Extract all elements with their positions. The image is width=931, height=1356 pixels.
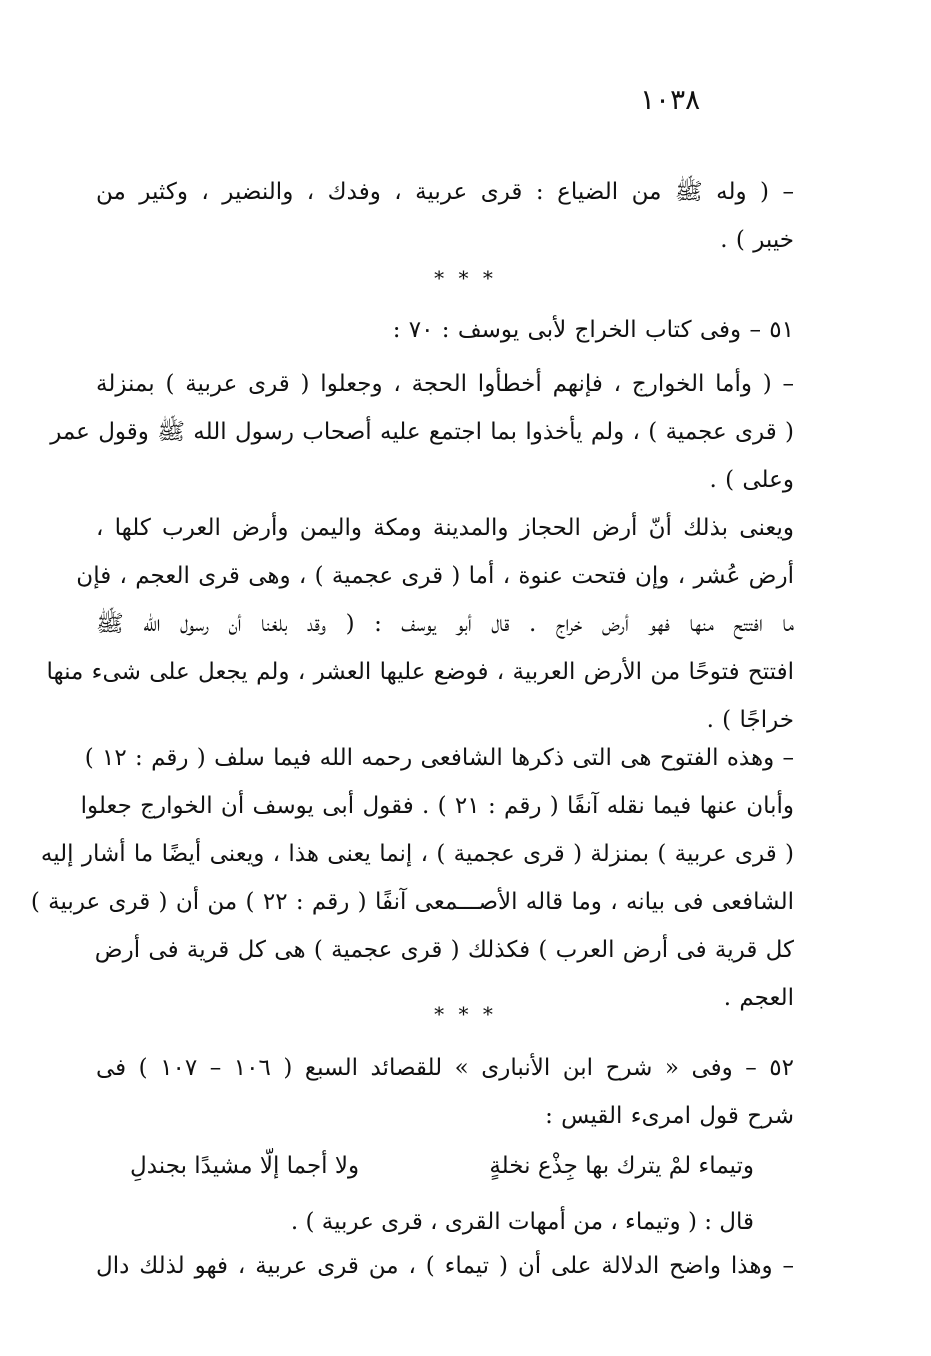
text-line: ما افتتح منها فهو أرض خراج . قال أبو يوسف : ( وقد بلغنا أن رسول الله ﷺ (96, 611, 794, 637)
text-line: شرح قول امرىء القيس : (545, 1103, 794, 1129)
page-number: ١٠٣٨ (640, 83, 701, 116)
section-separator: * * * (434, 1002, 497, 1026)
paragraph-conquests (30, 734, 794, 1022)
text-line: ( قرى عربية ) بمنزلة ( قرى عجمية ) ، إنما يعنى هذا ، ويعنى أيضًا ما أشار إليه (40, 841, 794, 867)
text-line: وعلى ) . (709, 467, 794, 493)
section-heading-52 (96, 1044, 794, 1140)
paragraph-explanation (46, 504, 794, 744)
text-line: وأبان عنها فيما نقله آنفًا ( رقم : ٢١ ) . فقول أبى يوسف أن الخوارج جعلوا (80, 793, 794, 819)
text-line: ويعنى بذلك أنّ أرض الحجاز والمدينة ومكة واليمن وأرض العرب كلها ، (96, 515, 794, 541)
verse-hemistich-first: وتيماء لمْ يترك بها جِذْع نخلةٍ (489, 1153, 754, 1179)
text-line: – ( وله ﷺ من الضياع : قرى عربية ، وفدك ، والنضير ، وكثير من (96, 179, 794, 205)
text-line: العجم . (723, 985, 794, 1011)
text-line: الشافعى فى بيانه ، وما قاله الأصـــمعى آنفًا ( رقم : ٢٢ ) من أن ( قرى عربية ) (30, 889, 794, 915)
text-line: أرض عُشر ، وإن فتحت عنوة ، أما ( قرى عجمية ) ، وهى قرى العجم ، فإن (76, 563, 794, 589)
text-line: ٥٢ – وفى « شرح ابن الأنبارى » للقصائد السبع ( ١٠٦ – ١٠٧ ) فى (96, 1055, 795, 1081)
paragraph-quote-kharaj (50, 360, 794, 504)
verse-hemistich-second: ولا أجما إلّا مشيدًا بجندلِ (130, 1153, 360, 1179)
section-separator: * * * (434, 266, 497, 290)
quote-line: قال : ( وتيماء ، من أمهات القرى ، قرى عربية ) . (290, 1209, 754, 1235)
text-line: – وهذه الفتوح هى التى ذكرها الشافعى رحمه الله فيما سلف ( رقم : ١٢ ) (84, 745, 794, 771)
paragraph-1 (96, 168, 794, 264)
text-line: افتتح فتوحًا من الأرض العربية ، فوضع عليها العشر ، ولم يجعل على شىء منها (46, 659, 794, 685)
text-line: – ( وأما الخوارج ، فإنهم أخطأوا الحجة ، وجعلوا ( قرى عربية ) بمنزلة (96, 371, 794, 397)
text-line: ( قرى عجمية ) ، ولم يأخذوا بما اجتمع عليه أصحاب رسول الله ﷺ وقول عمر (50, 419, 794, 445)
paragraph-conclusion (96, 1242, 794, 1290)
text-line: – وهذا واضح الدلالة على أن ( تيماء ) ، من قرى عربية ، فهو لذلك دال (96, 1253, 794, 1279)
text-line: خيبر ) . (720, 227, 794, 253)
section-heading-51 (96, 306, 794, 354)
text-line: ٥١ – وفى كتاب الخراج لأبى يوسف : ٧٠ : (392, 317, 794, 343)
text-line: خراجًا ) . (706, 707, 794, 733)
text-line: كل قرية فى أرض العرب ) فكذلك ( قرى عجمية ) هى كل قرية فى أرض (94, 937, 794, 963)
poem-verse (130, 1142, 754, 1190)
